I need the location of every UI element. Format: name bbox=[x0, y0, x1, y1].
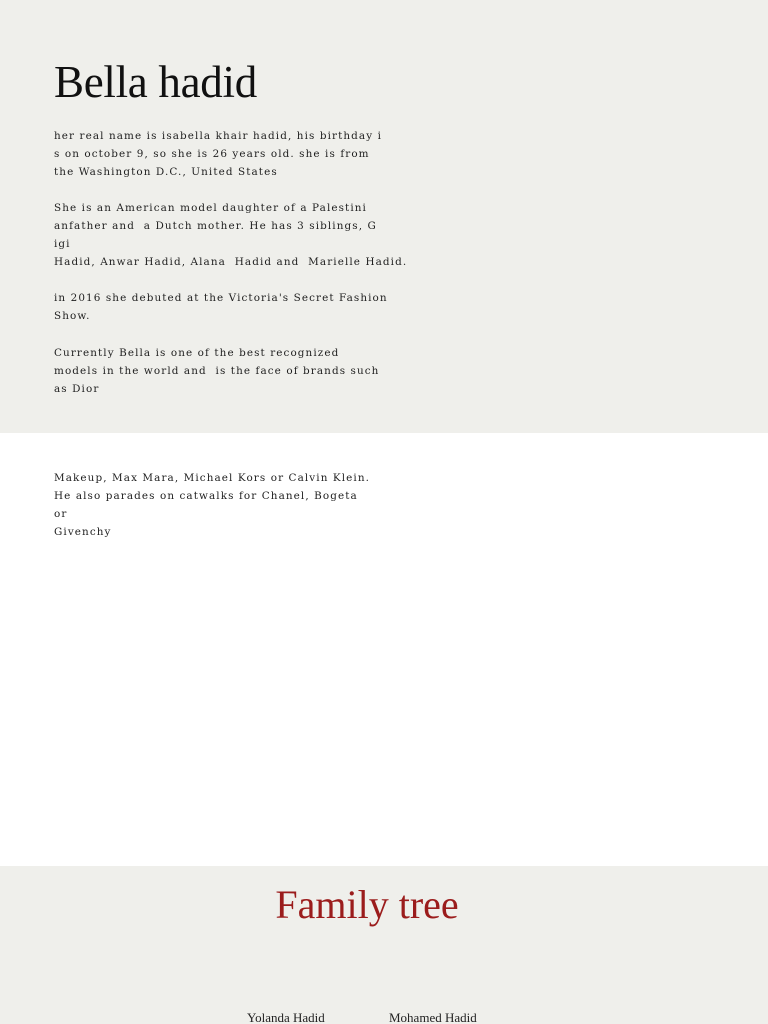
text-line: the Washington D.C., United States bbox=[54, 166, 278, 178]
text-line: as Dior bbox=[54, 383, 100, 395]
text-line: in 2016 she debuted at the Victoria's Secret Fashion bbox=[54, 292, 388, 304]
paragraph-name-birthday bbox=[54, 127, 394, 181]
paragraph-brands bbox=[54, 344, 394, 398]
text-line: Makeup, Max Mara, Michael Kors or Calvin Klein. bbox=[54, 472, 371, 484]
text-line: Hadid, Anwar Hadid, Alana Hadid and Marielle Hadid. bbox=[54, 256, 408, 268]
text-line: models in the world and is the face of brands such bbox=[54, 365, 380, 377]
text-line: igi bbox=[54, 238, 71, 250]
paragraph-brands-continued bbox=[54, 469, 394, 541]
text-line: anfather and a Dutch mother. He has 3 siblings, G bbox=[54, 220, 377, 232]
paragraph-family-origin bbox=[54, 199, 408, 271]
text-line: or bbox=[54, 508, 68, 520]
family-tree-parent-mohamed: Mohamed Hadid bbox=[389, 1010, 477, 1024]
text-line: She is an American model daughter of a Palestini bbox=[54, 202, 367, 214]
text-line: s on october 9, so she is 26 years old. she is from bbox=[54, 148, 370, 160]
family-tree-title: Family tree bbox=[275, 882, 459, 927]
paragraph-debut bbox=[54, 289, 394, 325]
text-line: Givenchy bbox=[54, 526, 112, 538]
text-line: her real name is isabella khair hadid, his birthday i bbox=[54, 130, 382, 142]
family-tree-parent-yolanda: Yolanda Hadid bbox=[247, 1010, 325, 1024]
text-line: Show. bbox=[54, 310, 91, 322]
text-line: Currently Bella is one of the best recognized bbox=[54, 347, 340, 359]
page-title: Bella hadid bbox=[54, 57, 257, 107]
text-line: He also parades on catwalks for Chanel, Bogeta bbox=[54, 490, 358, 502]
